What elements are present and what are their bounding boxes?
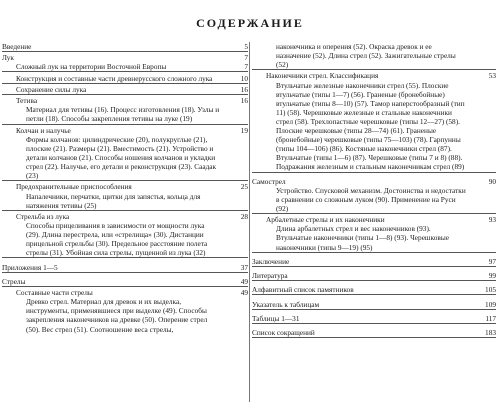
toc-entry-title: Втульчатые железные наконечники стрел (55). Плоские втульчатые (типы 1—7) (56). Граненые (бронебойные) втульчатые (типы 8—10) (57). Тамор наперстообразный (тип 11) (58). Черешковые железные и стальные наконечники стрел (58). Трехлопастные черешковые (типы 12—27) (58). Плоские черешковые (типы 28—74) (61). Граненые (бронебойные) черешковые (типы 75—103) (78). Гарпунны (типы 104—106) (86). Костяные наконечники стрел (87). Втульчатые (типы 1—6) (87). Черешковые (типы 7 и 8) (88). Подражания железным и стальным наконечникам стрел (89): [276, 80, 465, 172]
toc-page-number: 49: [240, 276, 248, 286]
toc-page-number: 7: [244, 53, 248, 63]
toc-section[interactable]: [2, 182, 248, 191]
toc-page-number: 16: [240, 84, 248, 94]
toc-section[interactable]: [2, 85, 248, 95]
toc-page-number: 49: [240, 288, 248, 298]
toc-chapter[interactable]: [252, 328, 496, 338]
toc-page-number: 16: [240, 96, 248, 106]
toc-entry-title: Составные части стрелы: [16, 288, 93, 298]
toc-section[interactable]: [252, 215, 496, 224]
toc-chapter[interactable]: [252, 257, 496, 267]
toc-entry-title: Тетива: [16, 96, 38, 106]
column-divider: [249, 42, 250, 402]
toc-page-number: 90: [488, 176, 496, 186]
toc-page-number: 5: [244, 42, 248, 51]
toc-subsection[interactable]: [2, 221, 248, 258]
toc-page-number: 53: [488, 71, 496, 81]
toc-page-number: 183: [485, 328, 496, 338]
toc-subsection[interactable]: [2, 192, 248, 211]
toc-chapter[interactable]: [2, 277, 248, 287]
toc-section[interactable]: [252, 71, 496, 80]
toc-chapter[interactable]: [2, 263, 248, 273]
toc-section[interactable]: [2, 62, 248, 72]
toc-entry-title: Напалечники, перчатки, щитки для запястья, кольца для натяжения тетивы (25): [26, 191, 201, 210]
toc-section[interactable]: [2, 96, 248, 105]
toc-entry-title: Алфавитный список памятников: [252, 285, 354, 295]
toc-entry-title: Заключение: [252, 256, 290, 266]
toc-page-number: 109: [485, 299, 496, 309]
toc-page-number: 105: [485, 285, 496, 295]
toc-chapter[interactable]: [252, 314, 496, 324]
toc-entry-title: Литература: [252, 271, 288, 281]
toc-page-number: 99: [488, 271, 496, 281]
toc-page-number: 37: [240, 262, 248, 272]
toc-entry-title: Сохранение силы лука: [16, 84, 87, 94]
toc-section[interactable]: [2, 126, 248, 135]
toc-section[interactable]: [2, 212, 248, 221]
toc-page-number: 7: [244, 62, 248, 72]
toc-page-number: 10: [240, 73, 248, 83]
toc-chapter[interactable]: [252, 285, 496, 295]
toc-entry-title: Наконечники стрел. Классификация: [266, 71, 379, 81]
toc-chapter[interactable]: [252, 300, 496, 310]
toc-chapter[interactable]: [252, 177, 496, 186]
toc-page-number: 97: [488, 256, 496, 266]
toc-entry-title: Приложения 1—5: [2, 262, 58, 272]
toc-chapter[interactable]: [2, 53, 248, 62]
toc-left-column: [2, 42, 248, 334]
toc-chapter[interactable]: [2, 42, 248, 52]
toc-page-number: 117: [485, 313, 496, 323]
toc-subsection[interactable]: [2, 297, 248, 333]
toc-entry-title: Сложный лук на территории Восточной Европы: [16, 62, 167, 72]
toc-page-number: 93: [488, 215, 496, 225]
toc-entry-title: Самострел: [252, 176, 286, 186]
toc-subsection[interactable]: [252, 186, 496, 214]
toc-entry-title: Длина арбалетных стрел и вес наконечников (93). Втульчатые наконечники (типы 1—8) (93). Черешковые наконечники (типы 9—19) (95): [276, 224, 449, 252]
toc-entry-title: Формы колчанов: цилиндрические (20), полукруглые (21), плоские (21). Размеры (21). Вместимость (21). Устройство и детали колчанов (21). Способы ношения колчанов и укладки стрел (22). Налучье, его детали и реконструкция (23). Саадак (23): [26, 134, 217, 181]
toc-page-number: 19: [240, 125, 248, 135]
toc-entry-title: Конструкция и составные части древнерусского сложного лука: [16, 73, 213, 83]
toc-subsection[interactable]: [252, 224, 496, 252]
toc-subsection[interactable]: [252, 81, 496, 173]
toc-entry-title: Предохранительные приспособления: [16, 182, 132, 192]
toc-entry-title: Введение: [2, 42, 32, 51]
toc-entry-title: Способы прицеливания в зависимости от мощности лука (29). Длина перестрела, или «стрелища» (30). Дистанции прицельной стрельбы (30). Предельное расстояние полета стрелы (31). Убойная сила стрелы, пущенной из лука (32): [26, 221, 208, 258]
toc-section[interactable]: [2, 74, 248, 84]
toc-entry-title: Материал для тетивы (16). Процесс изготовления (18). Узлы и петли (18). Способы закрепления тетивы на луке (19): [26, 105, 220, 124]
toc-page-number: 25: [240, 182, 248, 192]
toc-entry-title: Стрельба из лука: [16, 211, 70, 221]
toc-section[interactable]: [2, 288, 248, 297]
toc-entry-title: Стрелы: [2, 276, 26, 286]
toc-entry-title: Арбалетные стрелы и их наконечники: [266, 215, 385, 225]
toc-chapter[interactable]: [252, 271, 496, 281]
toc-entry-title: Древко стрел. Материал для древок и их выделка, инструменты, применявшиеся при выделке (49). Способы закрепления наконечников на древке (50). Оперение стрел (50). Вес стрел (51). Соотношение веса стрелы,: [26, 297, 208, 334]
toc-entry-title: наконечника и оперения (52). Окраска древок и ее назначение (52). Длина стрел (52). Зажигательные стрелы (52): [276, 42, 456, 70]
toc-entry-title: Указатель к таблицам: [252, 299, 320, 309]
toc-subsection[interactable]: [2, 135, 248, 181]
toc-subsection[interactable]: [2, 105, 248, 124]
toc-entry-title: Список сокращений: [252, 328, 315, 338]
page-title: СОДЕРЖАНИЕ: [196, 16, 304, 30]
toc-right-column: [252, 42, 496, 340]
toc-entry-title: Колчан и налучье: [16, 125, 71, 135]
toc-entry-title: Таблицы 1—31: [252, 313, 300, 323]
toc-subsection[interactable]: [252, 42, 496, 70]
toc-page-number: 28: [240, 211, 248, 221]
toc-entry-title: Лук: [2, 53, 14, 63]
toc-entry-title: Устройство. Спусковой механизм. Достоинства и недостатки в сравнении со сложным луком (90). Применение на Руси (92): [276, 185, 466, 213]
